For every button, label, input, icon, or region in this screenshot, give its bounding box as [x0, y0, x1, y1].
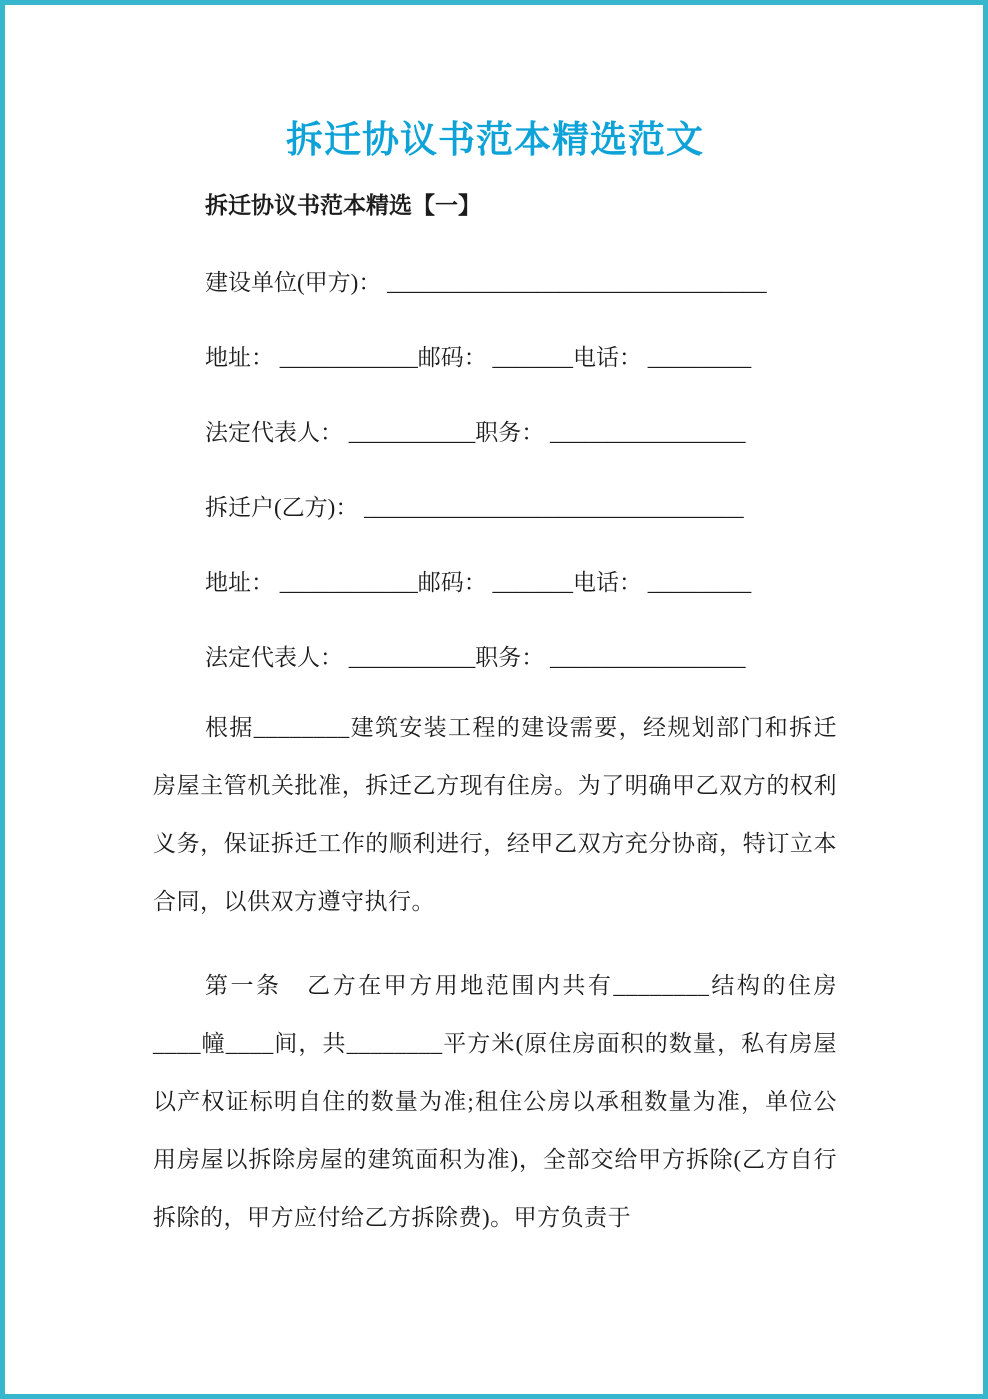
- form-line: 建设单位(甲方)： _________________________________: [205, 270, 767, 295]
- form-line: 地址： ____________邮码： _______电话： _________: [205, 345, 752, 370]
- body-paragraphs-section: [153, 699, 837, 1247]
- document-subtitle: 拆迁协议书范本精选【一】: [205, 193, 481, 218]
- page-title: 拆迁协议书范本精选范文: [286, 120, 704, 161]
- document-content: [5, 117, 983, 1399]
- form-lines-section: [153, 268, 837, 673]
- form-line: 地址： ____________邮码： _______电话： _________: [205, 570, 752, 595]
- body-paragraph: 第一条 乙方在甲方用地范围内共有________结构的住房____幢____间，共________平方米(原住房面积的数量，私有房屋以产权证标明自住的数量为准;租住公房以承租数量为准，单位公用房屋以拆除房屋的建筑面积为准)，全部交给甲方拆除(乙方自行拆除的，甲方应付给乙方拆除费)。甲方负责于: [153, 973, 837, 1230]
- form-line: 拆迁户(乙方)： _________________________________: [205, 495, 744, 520]
- body-paragraph: 根据________建筑安装工程的建设需要，经规划部门和拆迁房屋主管机关批准，拆迁乙方现有住房。为了明确甲乙双方的权利义务，保证拆迁工作的顺利进行，经甲乙双方充分协商，特订立本合同，以供双方遵守执行。: [153, 715, 837, 914]
- form-line: 法定代表人： ___________职务： _________________: [205, 645, 746, 670]
- form-line: 法定代表人： ___________职务： _________________: [205, 420, 746, 445]
